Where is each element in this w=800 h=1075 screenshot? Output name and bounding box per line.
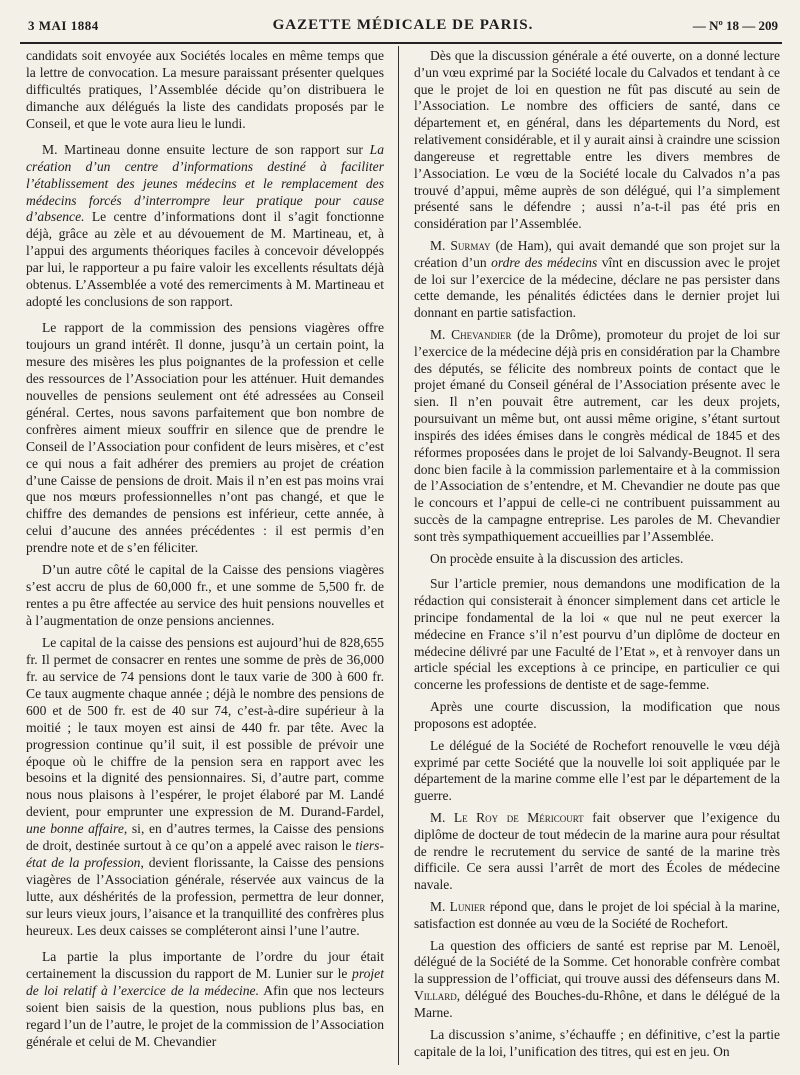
header-rule (20, 42, 782, 44)
paragraph: Sur l’article premier, nous demandons une modification de la rédaction qui consisterait à énoncer simplement dans cet article le principe fondamental de la loi « que nul ne peut exercer la médecine en France s’il n’est pourvu d’un diplôme de docteur en médecine délivré par une Faculté de l’Etat », et à renvoyer dans un article spécial les exceptions à ce principe, en particulier ce qui concerne les professions de dentiste et de sage-femme. (414, 576, 780, 693)
paragraph: Le capital de la caisse des pensions est aujourd’hui de 828,655 fr. Il permet de consacrer en rentes une somme de près de 36,000 fr. au service de 74 pensions dont le taux varie de 300 à 600 fr. Ce taux augmente chaque année ; déjà le nombre des pensions de 600 et de 500 fr. est de 40 sur 74, c’est-à-dire supérieur à la moitié ; le taux moyen est ainsi de 440 fr. par tête. Avec la progression continue qu’il suit, il est possible de prévoir une époque où le chiffre de la pension sera en rapport avec les besoins et la dignité des pensionnaires. Si, d’autre part, comme nous nous plaisons à l’espérer, le projet élaboré par M. Landé devient, pour emprunter une expression de M. Durand-Fardel, une bonne affaire, si, en d’autres termes, la Caisse des pensions de droit, destinée surtout à ce qu’on a appelé avec raison le tiers-état de la profession, devient florissante, la Caisse des pensions viagères de l’Association générale, réservée aux vaincus de la lutte, aux déshérités de la profession, permettra de leur donner, sur leurs vieux jours, l’aisance et la tranquillité des confrères plus heureux. Les deux caisses se compléteront ainsi l’une l’autre. (26, 634, 385, 938)
paragraph: Dès que la discussion générale a été ouverte, on a donné lecture d’un vœu exprimé par la Société locale du Calvados et tendant à ce que le projet de loi en question ne fût pas discuté au sein de l’Association. Le nombre des officiers de santé, dans ce département et, en général, dans les départements du Nord, est relativement considérable, et il y aurait ainsi à craindre une scission dangereuse et regrettable entre les divers membres de l’Association. Le vœu de la Société locale du Calvados n’a pas trouvé d’appui, même auprès de son délégué, qui l’a simplement présenté sans le défendre ; aussi n’a-t-il pas été pris en considération par l’Assemblée. (414, 48, 780, 232)
page-header (28, 16, 778, 40)
paragraph: La question des officiers de santé est reprise par M. Lenoël, délégué de la Société de la Somme. Cet honorable confrère combat la suppression de l’officiat, qui trouve aussi des défenseurs dans M. Villard, délégué des Bouches-du-Rhône, et dans le délégué de la Marne. (414, 937, 780, 1020)
header-title: GAZETTE MÉDICALE DE PARIS. (272, 17, 534, 33)
paragraph: La discussion s’anime, s’échauffe ; en définitive, c’est la partie capitale de la loi, l’unification des titres, qui est en jeu. On (414, 1026, 780, 1059)
paragraph: Le délégué de la Société de Rochefort renouvelle le vœu déjà exprimé par cette Société que la nouvelle loi soit appliquée par le département de la marine comme elle l’est par le département de la guerre. (414, 737, 780, 804)
header-date: 3 MAI 1884 (28, 18, 99, 33)
paragraph: On procède ensuite à la discussion des articles. (430, 550, 684, 566)
paragraph: M. Lunier répond que, dans le projet de loi spécial à la marine, satisfaction est donnée au vœu de la Société de Rochefort. (414, 899, 780, 931)
paragraph: M. Chevandier (de la Drôme), promoteur du projet de loi sur l’exercice de la médecine déjà pris en considération par la Chambre des députés, se félicite des nombreux points de contact que le projet émané du Conseil général de l’Association présente avec le sien. Il n’en pouvait être autrement, car les deux projets, poursuivant un même but, ont aussi même origine, s’étant surtout inspirés des idées émises dans le congrès médical de 1845 et des réformes proposées dans le projet de loi Salvandy-Beugnot. Il sera donc bien facile à la commission parlementaire et à la commission de l’Association de s’entendre, et M. Chevandier ne doute pas que le concours et l’appui de celle-ci ne contribuent puissamment au succès de la campagne entreprise. Les paroles de M. Chevandier sont très sympathiquement accueillies par l’Assemblée. (414, 327, 780, 544)
paragraph: La partie la plus importante de l’ordre du jour était certainement la discussion du rapport de M. Lunier sur le projet de loi relatif à l’exercice de la médecine. Afin que nos lecteurs soient bien saisis de la question, nous publions plus bas, en regard l’un de l’autre, le projet de la commission de l’Association générale et celui de M. Chevandier (26, 948, 385, 1049)
right-column (414, 48, 780, 1065)
paragraph: M. Le Roy de Méricourt fait observer que l’exigence du diplôme de docteur de tout médecin de la marine aura pour résultat de rendre le recrutement du service de santé de la marine très difficile. Ce sera aussi l’arrêt de mort des Écoles de médecine navale. (414, 809, 780, 893)
paragraph: M. Martineau donne ensuite lecture de son rapport sur La création d’un centre d’informations destiné à faciliter l’établissement des jeunes médecins et le remplacement des médecins forcés d’interrompre leur pratique pour cause d’absence. Le centre d’informations dont il s’agit fonctionne déjà, grâce au zèle et au dévouement de M. Martineau, et, à l’appui des arguments théoriques faciles à concevoir développés par lui, le rapporteur a pu faire valoir les excellents résultats déjà obtenus. L’Assemblée a voté des remerciments à M. Martineau et adopté les conclusions de son rapport. (26, 141, 384, 310)
paragraph: Le rapport de la commission des pensions viagères offre toujours un grand intérêt. Il donne, jusqu’à un certain point, la mesure des misères les plus poignantes de la profession et celle des ressources de l’Association pour les atténuer. Huit demandes nouvelles de pensions seulement ont été adressées au Conseil général. Certes, nous savons parfaitement que bon nombre de confrères aiment mieux souffrir en silence que de prendre le Conseil de l’Association pour confident de leurs misères, et c’est ce qui nous a fait adhérer des premiers au projet de création d’une Caisse de pensions de droit. Mais il n’en est pas moins vrai que nos mœurs professionnelles n’ont pas changé, et que le chiffre des demandes de pensions est inférieur, cette année, à celui d’aucune des années précédentes : il est permis d’en prendre note et de s’en féliciter. (26, 320, 384, 556)
left-column (26, 48, 384, 1055)
paragraph: M. Surmay (de Ham), qui avait demandé que son projet sur la création d’un ordre des médecins vînt en discussion avec le projet de loi sur l’exercice de la médecine, déclare ne pas persister dans cette demande, les pénalités édictées dans le dernier projet lui donnant en partie satisfaction. (414, 237, 780, 321)
paragraph: D’un autre côté le capital de la Caisse des pensions viagères s’est accru de plus de 60,000 fr., et une somme de 5,500 fr. de rentes a pu être affectée au service des huit pensions nouvelles et à l’augmentation de onze pensions anciennes. (26, 562, 384, 628)
paragraph: candidats soit envoyée aux Sociétés locales en même temps que la lettre de convocation. La mesure paraissant présenter quelques difficultés pratiques, l’Assemblée décide qu’on distribuera le dimanche aux délégués la liste des candidats proposés par le Conseil, et que le vote aura lieu le lundi. (26, 48, 384, 131)
column-divider (398, 46, 399, 1065)
paragraph: Après une courte discussion, la modification que nous proposons est adoptée. (414, 699, 780, 731)
header-issue: — Nº 18 — 209 (692, 18, 778, 33)
